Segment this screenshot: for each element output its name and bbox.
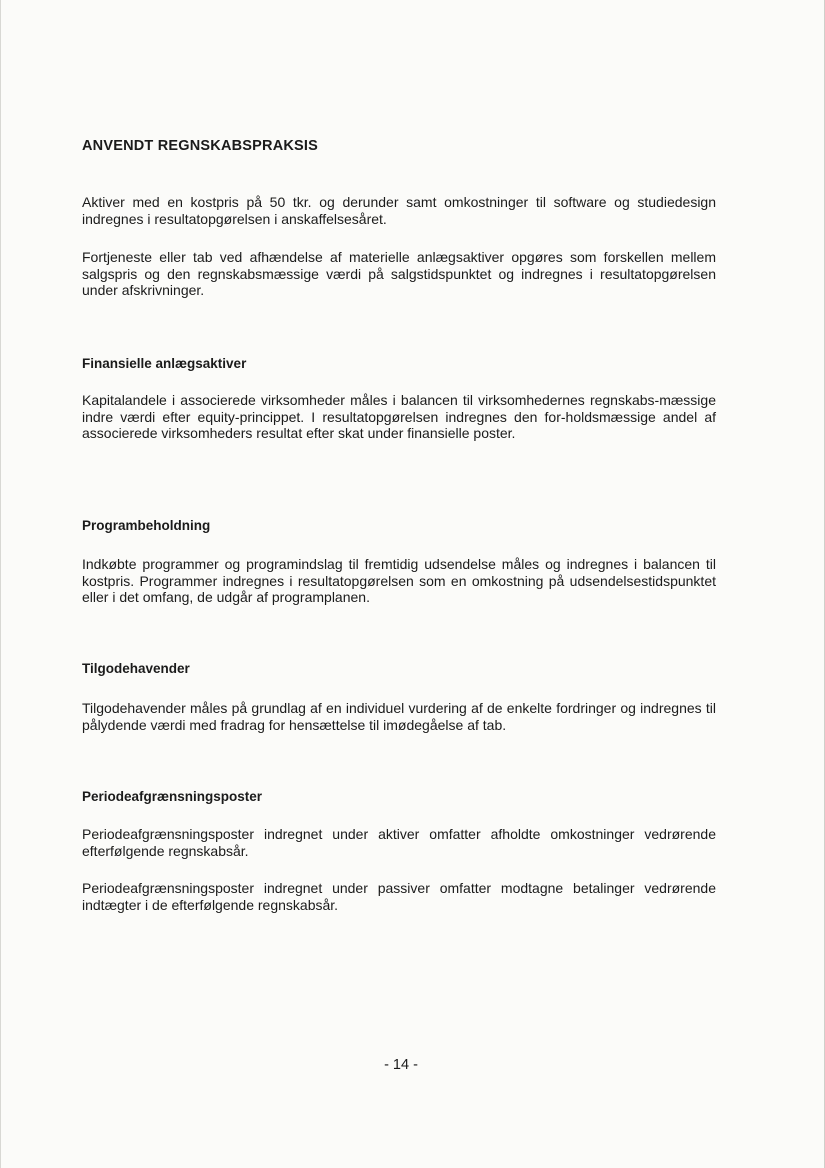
heading-tilgodehavender: Tilgodehavender [82,661,190,676]
heading-programbeholdning: Programbeholdning [82,518,211,533]
paragraph-periodeafgraensningsposter-2: Periodeafgrænsningsposter indregnet under passiver omfatter modtagne betalinger vedrørende indtægter i de efterfølgende regnskabsår. [82,880,716,913]
heading-periodeafgraensningsposter: Periodeafgrænsningsposter [82,789,263,804]
paragraph-periodeafgraensningsposter-1: Periodeafgrænsningsposter indregnet under aktiver omfatter afholdte omkostninger vedrørende efterfølgende regnskabsår. [82,826,716,859]
intro-paragraph-2: Fortjeneste eller tab ved afhændelse af materielle anlægsaktiver opgøres som forskellen mellem salgspris og den regnskabsmæssige værdi på salgstidspunktet og indregnes i resultatopgørelsen under afskrivninger. [82,249,716,298]
page-number: - 14 - [384,1057,418,1073]
document-title: ANVENDT REGNSKABSPRAKSIS [82,138,319,154]
intro-paragraph-1: Aktiver med en kostpris på 50 tkr. og derunder samt omkostninger til software og studiedesign indregnes i resultatopgørelsen i anskaffelsesåret. [82,194,716,227]
heading-finansielle-anlaegsaktiver: Finansielle anlægsaktiver [82,356,247,371]
paragraph-finansielle-anlaegsaktiver: Kapitalandele i associerede virksomheder måles i balancen til virksomhedernes regnskabs-mæssige indre værdi efter equity-princippet. I resultatopgørelsen indregnes den for-holdsmæssige andel af associerede virksomheders resultat efter skat under finansielle poster. [82,392,716,441]
paragraph-tilgodehavender: Tilgodehavender måles på grundlag af en individuel vurdering af de enkelte fordringer og indregnes til pålydende værdi med fradrag for hensættelse til imødegåelse af tab. [82,700,716,733]
paragraph-programbeholdning: Indkøbte programmer og programindslag til fremtidig udsendelse måles og indregnes i balancen til kostpris. Programmer indregnes i resultatopgørelsen som en omkostning på udsendelsestidspunktet eller i det omfang, de udgår af programplanen. [82,556,716,605]
